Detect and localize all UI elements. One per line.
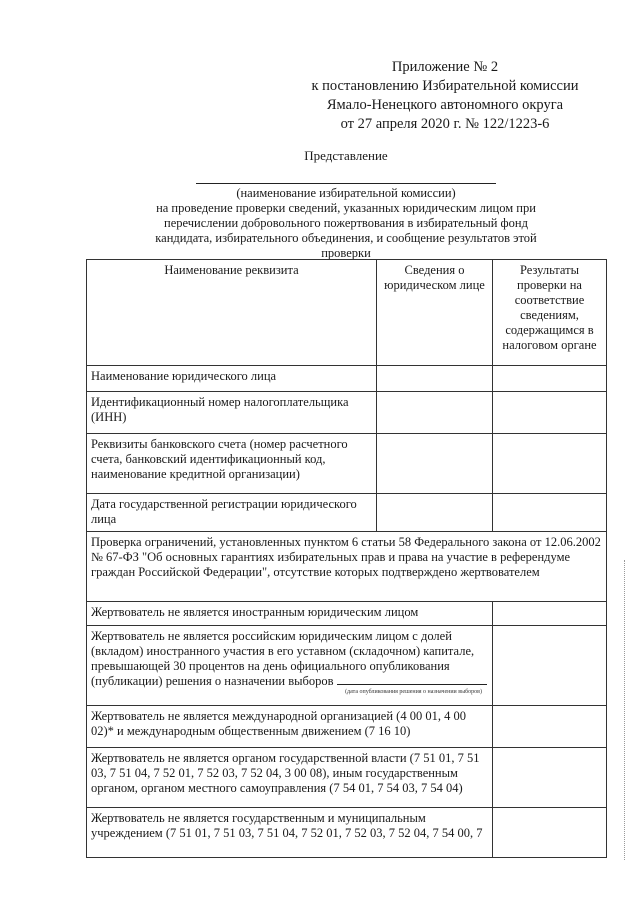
row-label-inn: Идентификационный номер налогоплательщика (ИНН): [87, 392, 377, 434]
appendix-header: [300, 58, 590, 134]
restrictions-check-header: Проверка ограничений, установленных пунктом 6 статьи 58 Федерального закона от 12.06.2002 № 67-ФЗ "Об основных гарантиях избирательных прав и права на участие в референдуме граждан Российской Федерации", отсутствие которых подтверждено жертвователем: [87, 532, 607, 602]
appendix-date: от 27 апреля 2020 г. № 122/1223-6: [340, 116, 550, 132]
election-date-caption: (дата опубликования решения о назначении выборов): [345, 689, 482, 695]
table-row: [87, 626, 607, 706]
appendix-region: Ямало-Ненецкого автономного округа: [326, 97, 564, 113]
inn-result-cell[interactable]: [493, 392, 607, 434]
entity-name-result-cell[interactable]: [493, 366, 607, 392]
foreign-share-text: Жертвователь не является российским юридическим лицом с долей (вкладом) иностранного участия в его уставном (складочном) капитале, превышающей 30 процентов на день официального опубликования (публикации) решения о назначении выборов: [91, 629, 475, 688]
document-title: Представление: [304, 148, 388, 163]
bank-details-value-cell[interactable]: [377, 434, 493, 494]
header-entity-info: Сведения о юридическом лице: [377, 260, 493, 366]
commission-name-caption: (наименование избирательной комиссии): [236, 186, 456, 200]
row-label-entity-name: Наименование юридического лица: [87, 366, 377, 392]
row-label-government-body: Жертвователь не является органом государственной власти (7 51 01, 7 51 03, 7 51 04, 7 52 01, 7 52 03, 7 52 04, 3 00 08), иным государственным органом, органом местного самоуправления (7 54 01, 7 54 03, 7 54 04): [87, 748, 493, 808]
foreign-share-result-cell[interactable]: [493, 626, 607, 706]
requisites-table: [86, 259, 607, 858]
table-row: [87, 706, 607, 748]
not-foreign-entity-result-cell[interactable]: [493, 602, 607, 626]
table-row: [87, 602, 607, 626]
row-label-foreign-share: [87, 626, 493, 706]
table-header-row: [87, 260, 607, 366]
scan-edge-line: [624, 560, 626, 860]
government-body-result-cell[interactable]: [493, 748, 607, 808]
table-row: [87, 532, 607, 602]
registration-date-value-cell[interactable]: [377, 494, 493, 532]
appendix-number: Приложение № 2: [391, 59, 499, 75]
header-check-results: Результаты проверки на соответствие сведениям, содержащимся в налоговом органе: [493, 260, 607, 366]
state-institution-result-cell[interactable]: [493, 808, 607, 858]
international-org-result-cell[interactable]: [493, 706, 607, 748]
table-row: [87, 392, 607, 434]
intro-block: [150, 148, 542, 261]
inn-value-cell[interactable]: [377, 392, 493, 434]
row-label-international-org: Жертвователь не является международной организацией (4 00 01, 4 00 02)* и международным общественным движением (7 16 10): [87, 706, 493, 748]
table-row: [87, 494, 607, 532]
row-label-state-institution: Жертвователь не является государственным и муниципальным учреждением (7 51 01, 7 51 03, 7 51 04, 7 52 01, 7 52 03, 7 52 04, 7 54 00, 7: [87, 808, 493, 858]
row-label-bank-details: Реквизиты банковского счета (номер расчетного счета, банковский идентификационный код, наименование кредитной организации): [87, 434, 377, 494]
table-row: [87, 808, 607, 858]
header-requisite-name: Наименование реквизита: [87, 260, 377, 366]
entity-name-value-cell[interactable]: [377, 366, 493, 392]
registration-date-result-cell[interactable]: [493, 494, 607, 532]
appendix-decree: к постановлению Избирательной комиссии: [311, 78, 579, 94]
table-row: [87, 748, 607, 808]
table-row: [87, 366, 607, 392]
row-label-not-foreign-entity: Жертвователь не является иностранным юридическим лицом: [87, 602, 493, 626]
row-label-registration-date: Дата государственной регистрации юридического лица: [87, 494, 377, 532]
bank-details-result-cell[interactable]: [493, 434, 607, 494]
commission-name-blank: [196, 169, 496, 184]
document-purpose: на проведение проверки сведений, указанных юридическим лицом при перечислении добровольного пожертвования в избирательный фонд кандидата, избирательного объединения, и сообщение результатов этой проверки: [155, 201, 537, 260]
table-row: [87, 434, 607, 494]
election-date-blank[interactable]: [337, 674, 487, 685]
